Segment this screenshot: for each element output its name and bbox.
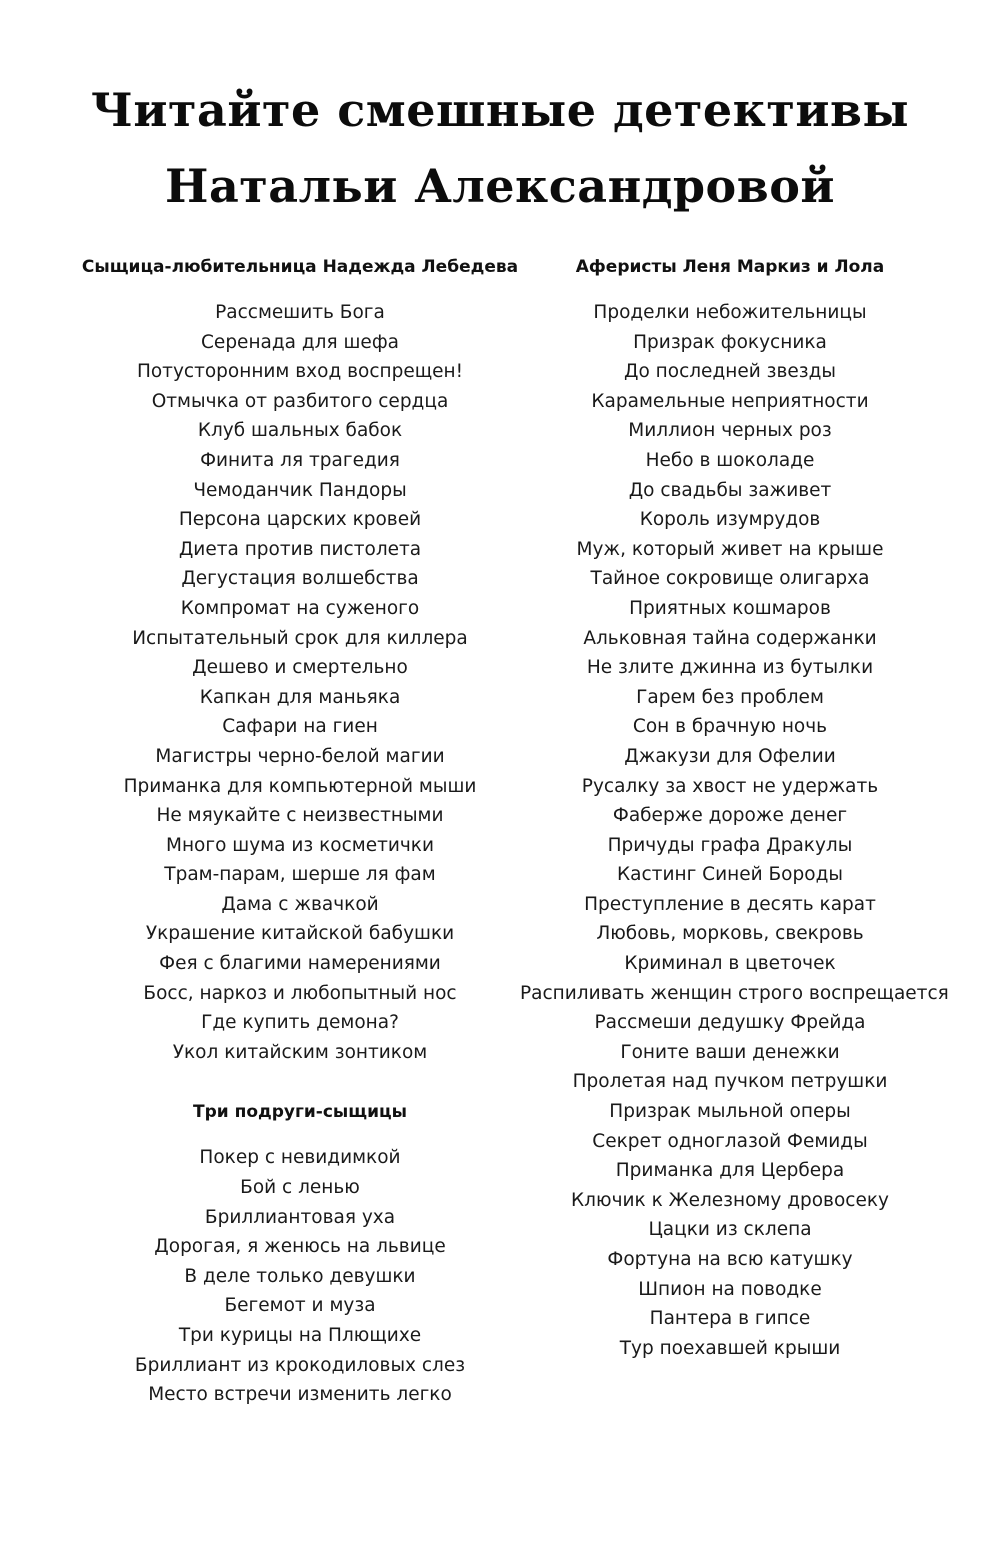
book-title: Миллион черных роз xyxy=(628,420,832,442)
book-title: Приятных кошмаров xyxy=(629,597,831,619)
book-title: Потусторонним вход воспрещен! xyxy=(136,361,464,383)
book-title: Дорогая, я женюсь на львице xyxy=(154,1236,446,1258)
book-title: Проделки небожительницы xyxy=(593,302,867,323)
book-title: Бегемот и муза xyxy=(224,1295,376,1317)
book-title: Небо в шоколаде xyxy=(645,449,815,471)
series-title: Аферисты Леня Маркиз и Лола xyxy=(575,257,885,277)
book-title: Где купить демона? xyxy=(201,1012,399,1034)
book-title: Магистры черно-белой магии xyxy=(155,745,445,767)
book-title: Дама с жвачкой xyxy=(221,893,379,915)
book-title: Трам-парам, шерше ля фам xyxy=(164,864,436,886)
book-title: Сон в брачную ночь xyxy=(632,716,828,738)
book-list xyxy=(60,1143,540,1409)
book-title: Клуб шальных бабок xyxy=(197,420,403,442)
heading-line-2: Натальи Александровой xyxy=(165,159,835,213)
book-list xyxy=(520,298,949,1363)
book-title: Босс, наркоз и любопытный нос xyxy=(143,982,457,1004)
series-three-friends xyxy=(60,1097,540,1409)
book-title: Фея с благими намерениями xyxy=(159,953,441,975)
book-title: Гарем без проблем xyxy=(636,686,824,708)
series-title: Сыщица-любительница Надежда Лебедева xyxy=(81,257,519,277)
book-title: Не мяукайте с неизвестными xyxy=(156,805,444,827)
book-title: До свадьбы заживет xyxy=(628,479,832,501)
book-title: Отмычка от разбитого сердца xyxy=(151,390,449,412)
series-nadezhda-lebedeva xyxy=(60,252,540,1067)
book-title: Дегустация волшебства xyxy=(181,568,419,590)
book-title: Цацки из склепа xyxy=(648,1219,812,1241)
book-title: Бой с ленью xyxy=(240,1177,360,1199)
book-title: Муж, который живет на крыше xyxy=(576,538,884,560)
book-title: Рассмеши дедушку Фрейда xyxy=(594,1012,866,1034)
book-title: Джакузи для Офелии xyxy=(624,745,836,767)
book-title: Покер с невидимкой xyxy=(199,1147,401,1169)
book-title: Место встречи изменить легко xyxy=(148,1384,452,1406)
book-title: Не злите джинна из бутылки xyxy=(586,657,874,679)
book-title: Диета против пистолета xyxy=(178,538,422,560)
book-title: Сафари на гиен xyxy=(222,716,378,738)
book-title: Секрет одноглазой Фемиды xyxy=(592,1130,868,1152)
page-heading xyxy=(0,72,1000,224)
book-title: Рассмешить Бога xyxy=(215,302,385,323)
book-title: Украшение китайской бабушки xyxy=(145,923,455,945)
book-title: Серенада для шефа xyxy=(201,331,399,353)
book-list xyxy=(60,298,540,1067)
book-title: Фаберже дороже денег xyxy=(612,805,848,827)
book-title: Гоните ваши денежки xyxy=(620,1041,840,1063)
book-title: Испытательный срок для киллера xyxy=(132,627,468,649)
left-column xyxy=(60,252,540,1410)
book-title: В деле только девушки xyxy=(184,1265,416,1287)
book-title: Приманка для Цербера xyxy=(615,1160,845,1182)
book-title: Укол китайским зонтиком xyxy=(172,1041,428,1063)
book-title: Альковная тайна содержанки xyxy=(583,627,877,649)
book-title: Призрак мыльной оперы xyxy=(609,1101,851,1123)
book-title: До последней звезды xyxy=(624,361,836,383)
book-title: Ключик к Железному дровосеку xyxy=(571,1189,889,1211)
right-column xyxy=(520,252,949,1363)
book-title: Криминал в цветочек xyxy=(624,953,836,975)
book-title: Причуды графа Дракулы xyxy=(607,834,853,856)
book-title: Призрак фокусника xyxy=(633,331,827,353)
heading-line-1: Читайте смешные детективы xyxy=(90,83,910,137)
book-title: Преступление в десять карат xyxy=(584,893,876,915)
book-title: Распиливать женщин строго воспрещается xyxy=(520,982,949,1004)
series-lenya-markiz-lola xyxy=(520,252,949,1363)
book-title: Бриллиант из крокодиловых слез xyxy=(134,1354,466,1376)
book-title: Карамельные неприятности xyxy=(591,390,869,412)
book-title: Финита ля трагедия xyxy=(200,449,400,471)
book-title: Много шума из косметички xyxy=(165,834,434,856)
book-title: Приманка для компьютерной мыши xyxy=(123,775,477,797)
book-title: Любовь, морковь, свекровь xyxy=(596,923,864,945)
book-title: Три курицы на Плющихе xyxy=(178,1325,422,1346)
book-title: Тур поехавшей крыши xyxy=(619,1337,841,1359)
book-title: Шпион на поводке xyxy=(638,1278,822,1300)
book-title: Бриллиантовая уха xyxy=(204,1206,396,1228)
book-title: Чемоданчик Пандоры xyxy=(193,479,407,501)
book-title: Персона царских кровей xyxy=(178,509,422,531)
book-title: Дешево и смертельно xyxy=(192,657,408,679)
series-gap xyxy=(60,1067,540,1097)
book-title: Пантера в гипсе xyxy=(649,1308,811,1330)
book-title: Кастинг Синей Бороды xyxy=(617,864,843,886)
series-title: Три подруги-сыщицы xyxy=(193,1102,407,1123)
book-title: Пролетая над пучком петрушки xyxy=(572,1071,888,1093)
book-title: Король изумрудов xyxy=(639,509,821,531)
book-title: Тайное сокровище олигарха xyxy=(590,568,870,590)
book-title: Фортуна на всю катушку xyxy=(607,1249,853,1270)
book-title: Капкан для маньяка xyxy=(199,686,401,708)
book-title: Русалку за хвост не удержать xyxy=(581,775,879,797)
book-title: Компромат на суженого xyxy=(180,597,420,619)
